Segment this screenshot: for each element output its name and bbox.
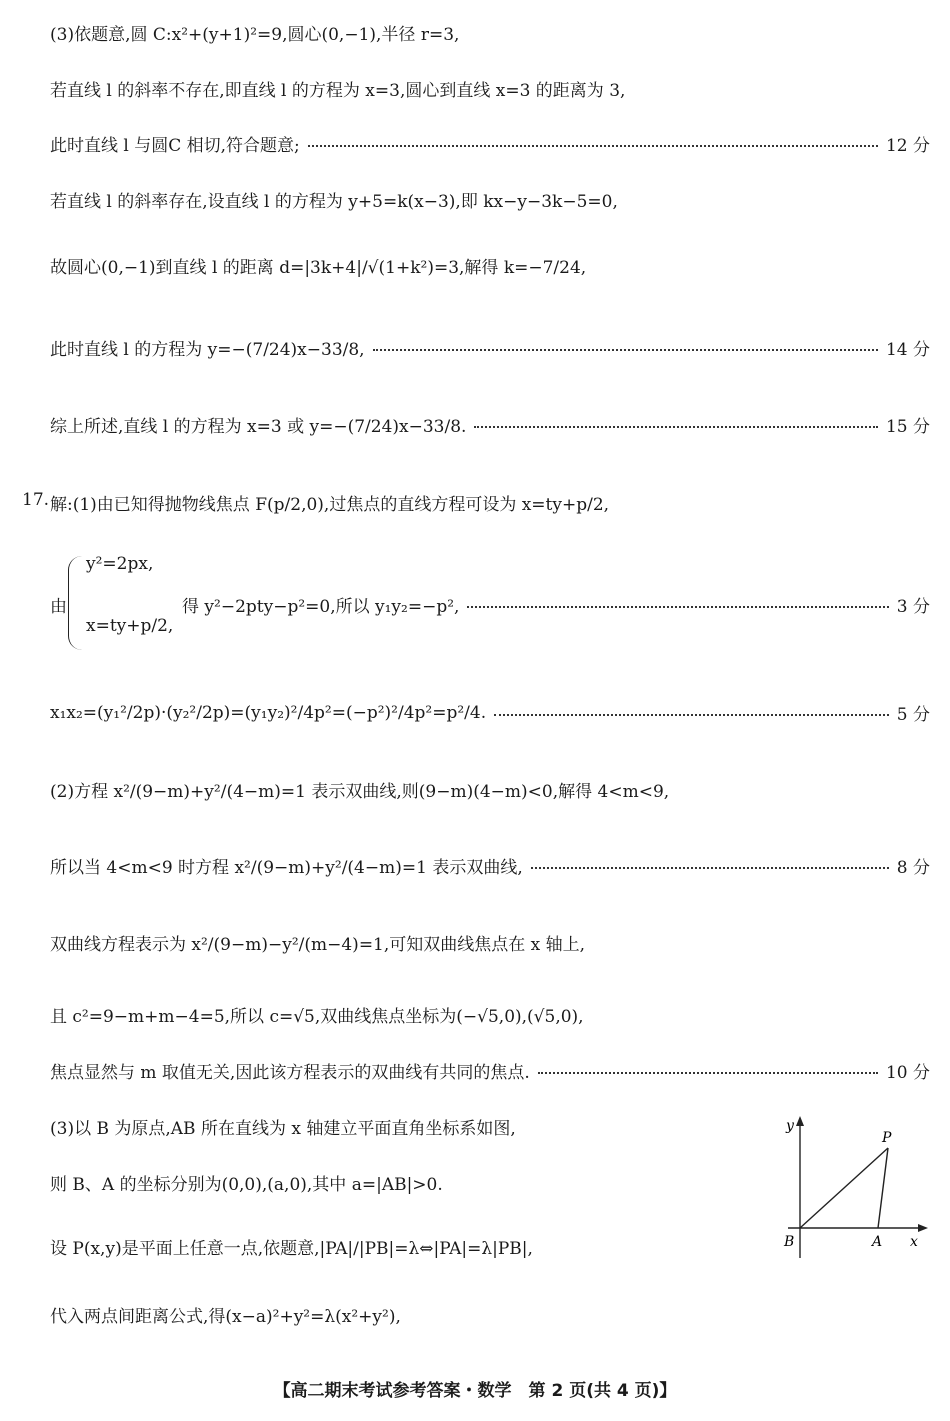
text-l5: 故圆心(0,−1)到直线 l 的距离 d=|3k+4|/√(1+k²)=3,解得 k=−7/24, (50, 258, 587, 278)
label-A: A (872, 1234, 883, 1250)
text-l13: 且 c²=9−m+m−4=5,所以 c=√5,双曲线焦点坐标为(−√5,0),(√5,0), (50, 1007, 584, 1027)
left-brace (68, 556, 83, 650)
line-tangent (50, 131, 930, 156)
line-q17-start (50, 490, 930, 515)
page-footer: 【高二期末考试参考答案・数学 第 2 页(共 4 页)】 (273, 1381, 677, 1401)
line-slope-undefined (50, 76, 930, 101)
score-12: 12 分 (885, 136, 930, 156)
system-eq2: x=ty+p/2, (86, 616, 174, 636)
text-l15: (3)以 B 为原点,AB 所在直线为 x 轴建立平面直角坐标系如图, (50, 1119, 516, 1139)
text-l2: 若直线 l 的斜率不存在,即直线 l 的方程为 x=3,圆心到直线 x=3 的距离为 3, (50, 81, 626, 101)
text-l16: 则 B、A 的坐标分别为(0,0),(a,0),其中 a=|AB|>0. (50, 1175, 443, 1195)
text-l3: 此时直线 l 与圆C 相切,符合题意; (50, 136, 300, 156)
score-5: 5 分 (896, 705, 930, 725)
line-part3-circle (50, 20, 930, 45)
coordinate-figure (770, 1110, 930, 1260)
label-B: B (784, 1234, 795, 1250)
text-l6: 此时直线 l 的方程为 y=−(7/24)x−33/8, (50, 340, 365, 360)
line-coords-BA (50, 1170, 730, 1195)
line-part2-hyperbola (50, 777, 930, 802)
dot-leader (538, 1072, 878, 1074)
text-l4: 若直线 l 的斜率存在,设直线 l 的方程为 y+5=k(x−3),即 kx−y−3k−5=0, (50, 192, 618, 212)
equation-system (50, 548, 930, 658)
line-distance-formula (50, 1302, 930, 1327)
line-common-focus (50, 1058, 930, 1083)
system-eq1: y²=2px, (86, 554, 154, 574)
text-l8: 解:(1)由已知得抛物线焦点 F(p/2,0),过焦点的直线方程可设为 x=ty+p/2, (50, 495, 610, 515)
score-15: 15 分 (885, 417, 930, 437)
label-y: y (786, 1118, 794, 1134)
text-l10: (2)方程 x²/(9−m)+y²/(4−m)=1 表示双曲线,则(9−m)(4−m)<0,解得 4<m<9, (50, 782, 670, 802)
label-P: P (882, 1130, 892, 1146)
system-prefix: 由 (50, 597, 67, 617)
line-part3-setup (50, 1114, 730, 1139)
score-10: 10 分 (885, 1063, 930, 1083)
dot-leader (474, 426, 878, 428)
score-3: 3 分 (896, 597, 930, 617)
dot-leader (467, 606, 888, 608)
line-hyperbola-cond (50, 853, 930, 878)
line-distance (50, 253, 930, 278)
dot-leader (373, 349, 878, 351)
score-8: 8 分 (896, 858, 930, 878)
dot-leader (308, 145, 878, 147)
line-focus-coords (50, 1002, 930, 1027)
line-slope-exists (50, 187, 930, 212)
system-result (182, 592, 930, 617)
line-x1x2 (50, 700, 930, 725)
segment-BP (800, 1148, 888, 1228)
x-axis-arrow (918, 1224, 928, 1232)
score-14: 14 分 (885, 340, 930, 360)
line-conclusion (50, 412, 930, 437)
text-l11: 所以当 4<m<9 时方程 x²/(9−m)+y²/(4−m)=1 表示双曲线, (50, 858, 523, 878)
y-axis-arrow (796, 1116, 804, 1126)
dot-leader (494, 714, 889, 716)
dot-leader (531, 867, 889, 869)
line-equation-k (50, 335, 930, 360)
label-x: x (910, 1234, 918, 1250)
text-l9: x₁x₂=(y₁²/2p)·(y₂²/2p)=(y₁y₂)²/4p²=(−p²)²/4p²=p²/4. (50, 702, 487, 723)
text-l7: 综上所述,直线 l 的方程为 x=3 或 y=−(7/24)x−33/8. (50, 417, 467, 437)
text-l17: 设 P(x,y)是平面上任意一点,依题意,|PA|/|PB|=λ⇔|PA|=λ|PB|, (50, 1239, 533, 1259)
text-sys-result: 得 y²−2pty−p²=0,所以 y₁y₂=−p², (182, 597, 460, 617)
segment-PA (878, 1148, 888, 1228)
line-ratio (50, 1234, 730, 1259)
text-l14: 焦点显然与 m 取值无关,因此该方程表示的双曲线有共同的焦点. (50, 1063, 530, 1083)
line-hyperbola-form (50, 930, 930, 955)
text-l1: (3)依题意,圆 C:x²+(y+1)²=9,圆心(0,−1),半径 r=3, (50, 25, 460, 45)
text-l12: 双曲线方程表示为 x²/(9−m)−y²/(m−4)=1,可知双曲线焦点在 x 轴上, (50, 935, 586, 955)
text-l18: 代入两点间距离公式,得(x−a)²+y²=λ(x²+y²), (50, 1307, 401, 1327)
question-number-17: 17. (22, 490, 50, 510)
